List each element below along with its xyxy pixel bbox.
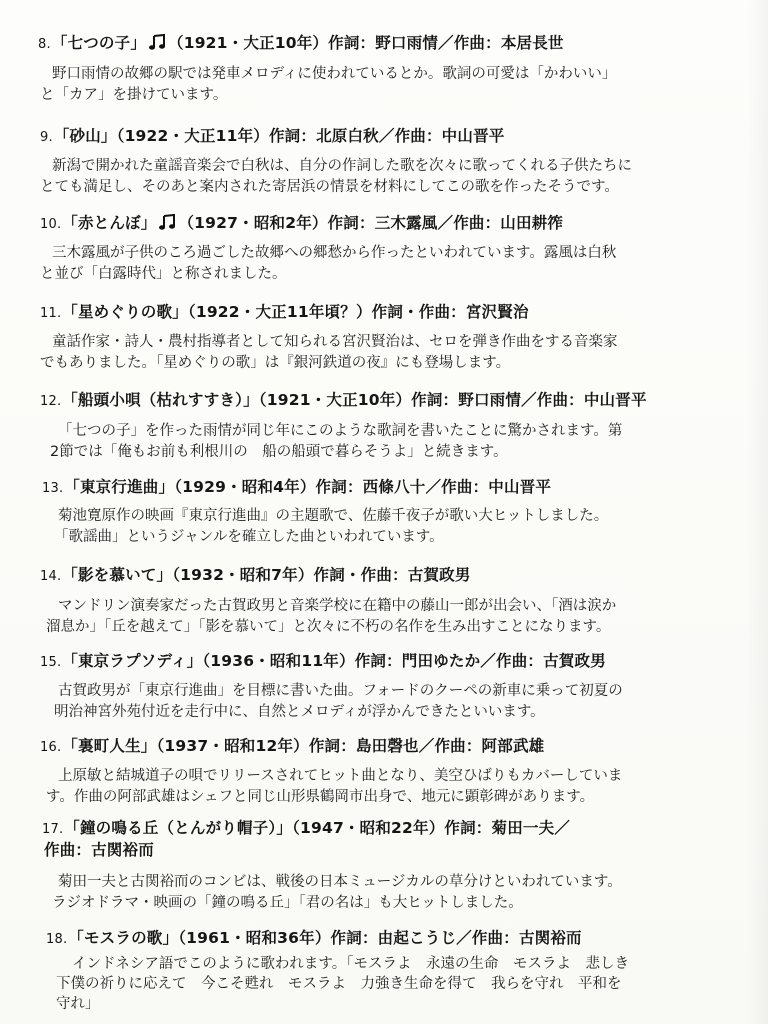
song-credits: （1929・昭和4年）作詞：西條八十／作曲：中山晋平 [174,478,552,496]
description-line: と並び「白露時代」と称されました。 [40,266,287,282]
description-line: 「歌謡曲」というジャンルを確立した曲といわれています。 [54,529,444,545]
song-title: 「赤とんぼ」 [62,214,157,232]
description-line: でもありました。「星めぐりの歌」は『銀河鉄道の夜』にも登場します。 [40,355,511,371]
entry-description [40,332,618,374]
entry-number: 14. [40,569,62,584]
entry-description [56,954,629,1014]
description-line: ラジオドラマ・映画の「鐘の鳴る丘」「君の名は」も大ヒットしました。 [52,895,523,911]
music-note-icon [148,33,166,51]
description-line: と「カア」を掛けています。 [40,87,228,103]
song-credits: （1922・大正11年）作詞：北原白秋／作曲：中山晋平 [116,127,505,145]
entry-number: 13. [42,481,64,496]
song-title: 「星めぐりの歌」 [62,303,188,321]
entry-description [40,64,617,106]
entry-description [54,681,623,723]
description-line: 童話作家・詩人・農村指導者として知られる宮沢賢治は、セロを弾き作曲をする音楽家 [52,334,618,350]
description-line: 新潟で開かれた童謡音楽会で白秋は、自分の作詞した歌を次々に歌ってくれる子供たちに [52,158,632,174]
description-line: す。作曲の阿部武雄はシェフと同じ山形県鶴岡市出身で、地元に顕彰碑があります。 [46,789,595,805]
song-title: 「東京ラプソディ」 [62,652,203,670]
entry-heading [38,33,564,55]
song-credits: （1937・昭和12年）作詞：島田磬也／作曲：阿部武雄 [156,737,545,755]
entry-number: 9. [40,130,53,145]
entry-description [52,872,622,914]
description-line: 下僕の祈りに応えて 今こそ甦れ モスラよ 力強き生命を得て 我らを守れ 平和を [56,976,622,992]
entry-heading [40,302,529,324]
description-line: 上原敏と結城道子の唄でリリースされてヒット曲となり、美空ひばりもカバーしていま [58,768,623,784]
song-credits: （1936・昭和11年）作詞：門田ゆたか／作曲：古賀政男 [202,652,606,670]
entry-description [50,421,623,463]
song-credits-continued: 作曲：古関裕而 [44,841,154,859]
song-title: 「モスラの歌」 [68,929,179,947]
entry-number: 15. [40,655,62,670]
description-line: 溜息か」「丘を越えて」「影を慕いて」と次々に不朽の名作を生み出すことになります。 [46,619,611,635]
song-title: 「鐘の鳴る丘（とんがり帽子）」 [64,819,293,837]
entry-description [40,243,617,285]
entry-heading [42,818,570,840]
description-line: 「七つの子」を作った雨情が同じ年にこのような歌詞を書いたことに驚かされます。第 [58,423,623,439]
entry-heading [42,477,551,499]
song-title: 「砂山」 [53,127,117,145]
song-credits: （1932・昭和7年）作詞・作曲：古賀政男 [172,566,471,584]
entry-heading [46,928,582,950]
description-line: 三木露風が子供のころ過ごした故郷への郷愁から作ったといわれています。露風は白秋 [52,245,617,261]
description-line: 2節では「俺もお前も利根川の 船の船頭で暮らそうよ」と続きます。 [50,444,508,460]
description-line: 菊池寛原作の映画『東京行進曲』の主題歌で、佐藤千夜子が歌い大ヒットしました。 [58,508,609,524]
description-line: とても満足し、そのあと案内された寄居浜の情景を材料にしてこの歌を作ったそうです。 [40,179,619,195]
description-line: 守れ」 [56,996,100,1012]
entry-heading [40,213,563,235]
song-title: 「裏町人生」 [62,737,157,755]
song-title: 「七つの子」 [51,34,147,52]
song-title: 「船頭小唄（枯れすすき）」 [62,391,259,409]
entry-heading [40,651,606,673]
page-edge-shadow [746,0,768,1024]
entry-heading-continued [44,840,154,860]
entry-heading [40,390,647,412]
song-title: 「東京行進曲」 [64,478,175,496]
entry-number: 8. [38,37,51,52]
entry-number: 11. [40,306,62,321]
description-line: 菊田一夫と古関裕而のコンビは、戦後の日本ミュージカルの草分けといわれています。 [58,874,622,890]
description-line: 野口雨情の故郷の駅では発車メロディに使われているとか。歌詞の可愛は「かわいい」 [52,66,617,82]
song-credits: （1921・大正10年）作詞：野口雨情／作曲：本居長世 [168,34,564,52]
entry-heading [40,126,505,148]
entry-description [46,596,617,638]
song-credits: （1922・大正11年頃？）作詞・作曲：宮沢賢治 [187,303,529,321]
entry-heading [40,736,544,758]
entry-description [40,156,632,198]
song-credits: （1947・昭和22年）作詞：菊田一夫／ [292,819,571,837]
song-credits: （1961・昭和36年）作詞：由起こうじ／作曲：古関裕而 [178,929,582,947]
music-note-icon [158,213,176,231]
song-title: 「影を慕いて」 [62,566,173,584]
description-line: 明治神宮外苑付近を走行中に、自然とメロディが浮かんできたといいます。 [54,704,545,720]
entry-number: 10. [40,217,62,232]
description-line: マンドリン演奏家だった古賀政男と音楽学校に在籍中の藤山一郎が出会い、「酒は涙か [58,598,617,614]
entry-number: 16. [40,740,62,755]
entry-description [54,506,609,548]
description-line: インドネシア語でこのように歌われます。「モスラよ 永遠の生命 モスラよ 悲しき [72,956,629,972]
song-credits: （1921・大正10年）作詞：野口雨情／作曲：中山晋平 [258,391,647,409]
entry-number: 17. [42,822,64,837]
entry-heading [40,565,471,587]
entry-number: 18. [46,932,68,947]
song-credits: （1927・昭和2年）作詞：三木露風／作曲：山田耕筰 [178,214,564,232]
entry-description [46,766,623,808]
description-line: 古賀政男が「東京行進曲」を目標に書いた曲。フォードのクーペの新車に乗って初夏の [58,683,623,699]
entry-number: 12. [40,394,62,409]
